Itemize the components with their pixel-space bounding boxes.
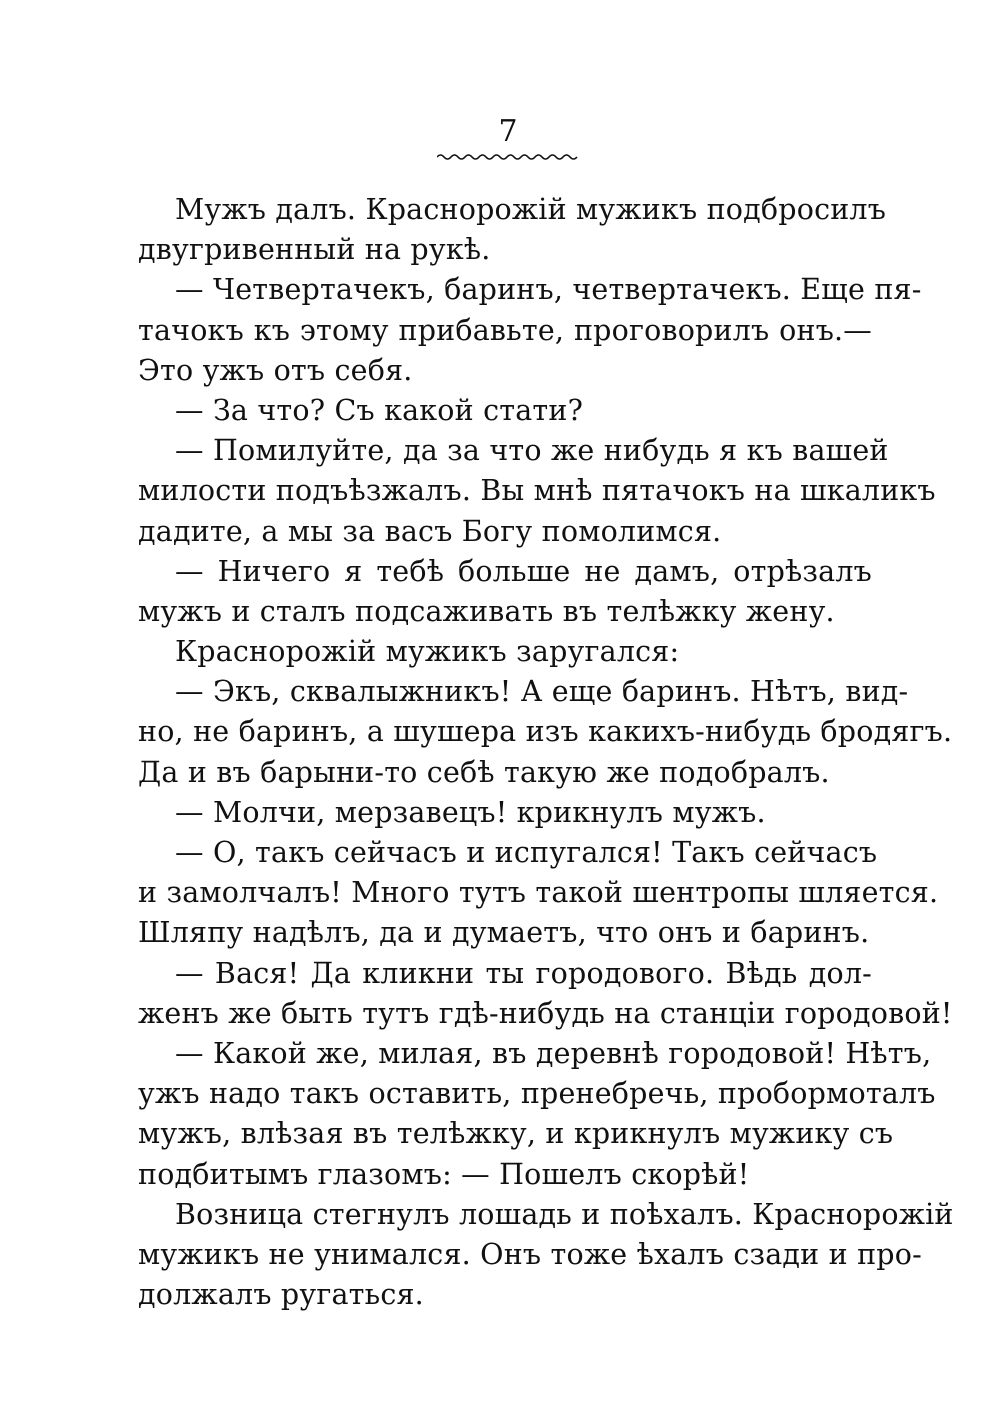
paragraph [138, 270, 922, 391]
text-line: Шляпу надѣлъ, да и думаетъ, что онъ и баринъ. [138, 916, 870, 950]
text-line: должалъ ругаться. [138, 1278, 424, 1312]
paragraph [138, 632, 872, 672]
page-number: 7 [498, 114, 518, 149]
text-line: и замолчалъ! Много тутъ такой шентропы шляется. [138, 876, 939, 910]
paragraph [138, 190, 887, 270]
text-line: двугривенный на рукѣ. [138, 233, 491, 267]
text-line: мужъ, влѣзая въ телѣжку, и крикнулъ мужику съ [138, 1117, 894, 1151]
text-line: подбитымъ глазомъ: — Пошелъ скорѣй! [138, 1157, 750, 1191]
text-line: Да и въ барыни-то себѣ такую же подобралъ. [138, 755, 830, 789]
text-line: — За что? Съ какой стати? [175, 393, 584, 427]
text-line: женъ же быть тутъ гдѣ-нибудь на станціи городовой! [138, 996, 953, 1030]
paragraph [138, 552, 872, 632]
text-line: Возница стегнулъ лошадь и поѣхалъ. Краснорожій [175, 1197, 954, 1231]
text-line: Краснорожій мужикъ заругался: [175, 635, 680, 669]
text-line: — Экъ, сквалыжникъ! А еще баринъ. Нѣтъ, вид- [175, 675, 909, 709]
text-line: Мужъ далъ. Краснорожій мужикъ подбросилъ [175, 193, 887, 226]
paragraph [138, 833, 939, 954]
text-line: мужикъ не унимался. Онъ тоже ѣхалъ сзади и про- [138, 1237, 922, 1271]
text-line: — Вася! Да кликни ты городового. Вѣдь дол- [175, 956, 872, 990]
text-line: — Ничего я тебѣ больше не дамъ, отрѣзалъ [175, 554, 872, 588]
text-line: но, не баринъ, а шушера изъ какихъ-нибудь бродягъ. [138, 715, 953, 749]
text-line: милости подъѣзжалъ. Вы мнѣ пятачокъ на шкаликъ [138, 474, 936, 508]
text-line: — Молчи, мерзавецъ! крикнулъ мужъ. [175, 795, 766, 829]
paragraph [138, 954, 953, 1034]
text-line: Это ужъ отъ себя. [138, 353, 413, 387]
text-line: — Помилуйте, да за что же нибудь я къ вашей [175, 434, 889, 468]
text-line: — Четвертачекъ, баринъ, четвертачекъ. Еще пя- [175, 273, 922, 307]
paragraph [138, 391, 872, 431]
text-line: — О, такъ сейчасъ и испугался! Такъ сейчасъ [175, 836, 878, 869]
text-line: — Какой же, милая, въ деревнѣ городовой! Нѣтъ, [175, 1036, 932, 1070]
paragraph [138, 793, 872, 833]
wavy-rule-ornament [437, 152, 579, 162]
body-text [138, 190, 954, 1315]
text-line: ужъ надо такъ оставить, пренебречь, пробормоталъ [138, 1077, 936, 1111]
text-line: дадите, а мы за васъ Богу помолимся. [138, 514, 722, 548]
paragraph [138, 431, 936, 552]
text-line: тачокъ къ этому прибавьте, проговорилъ онъ.— [138, 313, 872, 347]
text-line: мужъ и сталъ подсаживать въ телѣжку жену. [138, 594, 835, 628]
paragraph [138, 1195, 954, 1316]
paragraph [138, 1034, 936, 1195]
paragraph [138, 672, 953, 793]
